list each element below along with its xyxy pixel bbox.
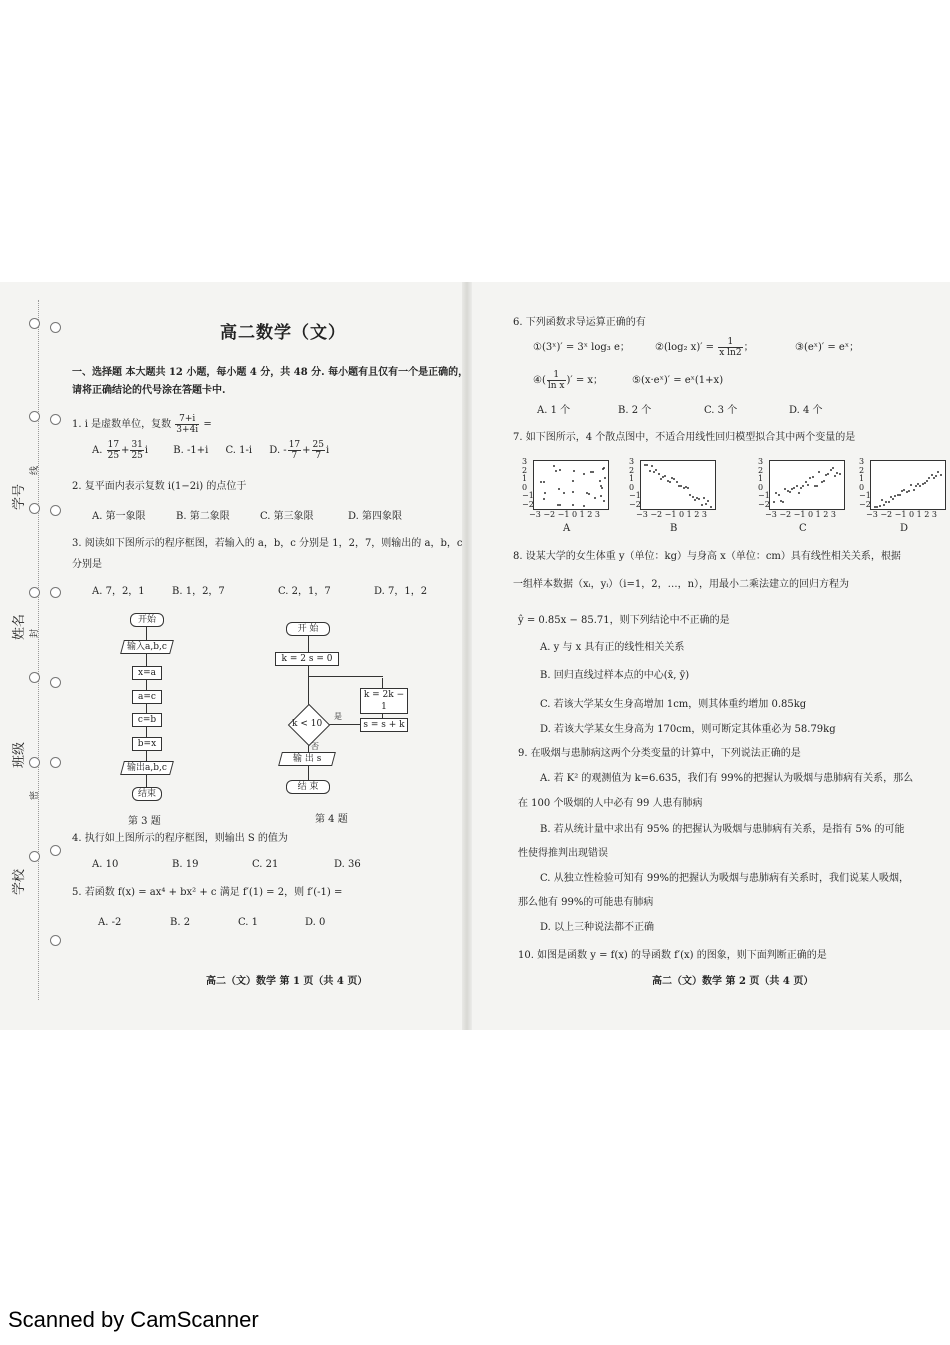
scatter-point <box>692 496 694 498</box>
scatter-point <box>812 476 814 478</box>
scatter-point <box>926 480 928 482</box>
scatter-point <box>602 468 604 470</box>
scatter-point <box>789 491 791 493</box>
name-label: 姓名 <box>12 613 27 640</box>
scatter-point <box>809 477 811 479</box>
scatter-point <box>908 490 910 492</box>
scatter-point <box>830 469 832 471</box>
scatter-point <box>899 494 901 496</box>
student-id-label: 学号 <box>12 483 27 510</box>
flow4-start: 开 始 <box>286 622 330 636</box>
question-8-cont: 一组样本数据（xᵢ，yᵢ）（i=1，2，…，n），用最小二乘法建立的回归方程为 <box>513 579 850 590</box>
scatter-point <box>796 485 798 487</box>
scatter-point <box>572 504 574 506</box>
scatter-point <box>664 475 666 477</box>
scatter-point <box>543 498 545 500</box>
scatter-point <box>651 465 653 467</box>
scatter-point <box>604 477 606 479</box>
q1-d-den2: 7 <box>315 451 322 461</box>
binding-hole <box>29 587 40 598</box>
scatter-point <box>798 492 800 494</box>
scatter-point <box>919 485 921 487</box>
scatter-point <box>940 474 942 476</box>
q9-option-a-line1: A. 若 K² 的观测值为 k=6.635，我们有 99%的把握认为吸烟与患肺病有关系，那么 <box>540 773 914 784</box>
q8-equation: ŷ = 0.85x − 85.71，则下列结论中不正确的是 <box>518 615 730 626</box>
scatter-point <box>680 485 682 487</box>
question-6: 6. 下列函数求导运算正确的有 <box>513 317 646 328</box>
question-10: 10. 如图是函数 y = f(x) 的导函数 f′(x) 的图象，则下面判断正确的是 <box>518 950 827 961</box>
q1-stem: 1. i 是虚数单位，复数 <box>72 419 172 430</box>
secret-mark: 密 <box>30 790 40 800</box>
scatter-point <box>601 487 603 489</box>
scatter-point <box>599 480 601 482</box>
binding-hole <box>29 757 40 768</box>
scatter-point <box>928 477 930 479</box>
binding-hole <box>50 845 61 856</box>
scatter-point <box>572 480 574 482</box>
scatter-point <box>701 504 703 506</box>
scatter-point <box>563 492 565 494</box>
q9-option-b-line2: 性使得推判出现错误 <box>518 848 608 859</box>
q9-option-c-line2: 那么他有 99%的可能患有肺病 <box>518 897 654 908</box>
binding-hole <box>50 757 61 768</box>
q6-item-3: ③(eˣ)′ = eˣ； <box>795 342 860 353</box>
page-title: 高二数学（文） <box>220 323 346 343</box>
flow3-step-4: b=x <box>132 737 162 751</box>
scatter-point <box>603 500 605 502</box>
binding-hole <box>50 414 61 425</box>
flow4-loop-back <box>308 676 383 677</box>
q1-option-c: C. 1-i <box>225 445 253 456</box>
q6-item-4 <box>533 370 603 391</box>
scatter-plot-c <box>769 460 845 510</box>
q1-a-num1: 17 <box>107 440 120 450</box>
scatter-plot-d <box>870 460 946 510</box>
q3-option-c: C. 2，1，7 <box>278 586 331 597</box>
scatter-point <box>832 467 834 469</box>
scatter-point <box>818 471 820 473</box>
scatter-point <box>600 495 602 497</box>
scatter-point <box>646 464 648 466</box>
scatter-x-ticks: −3 −2 −1 0 1 2 3 <box>636 510 707 519</box>
question-3: 3. 阅读如下图所示的程序框图，若输入的 a，b，c 分别是 1，2，7，则输出的 a，b，c <box>72 538 463 549</box>
q1-numerator: 7+i <box>175 414 199 425</box>
q2-option-a: A. 第一象限 <box>92 511 146 522</box>
scatter-point <box>687 487 689 489</box>
q2-option-b: B. 第二象限 <box>176 511 230 522</box>
q1-a-plus: + <box>121 445 130 456</box>
q5-option-a: A. -2 <box>98 917 122 928</box>
scatter-point <box>594 497 596 499</box>
binding-line <box>38 300 39 1000</box>
question-1 <box>72 414 212 435</box>
q6-option-a: A. 1 个 <box>537 405 571 416</box>
flow3-input <box>120 640 174 654</box>
flow4-condition: k < 10 <box>292 719 323 729</box>
scatter-point <box>827 473 829 475</box>
flow4-init: k = 2 s = 0 <box>275 652 339 666</box>
q1-a-den1: 25 <box>107 451 120 461</box>
scatter-point <box>660 478 662 480</box>
binding-hole <box>29 503 40 514</box>
q4-option-c: C. 21 <box>252 859 279 870</box>
scatter-point <box>653 471 655 473</box>
scatter-point <box>710 506 712 508</box>
scatter-x-ticks: −3 −2 −1 0 1 2 3 <box>765 510 836 519</box>
flow4-no-label: 否 <box>311 742 319 751</box>
scatter-point <box>913 489 915 491</box>
q2-option-d: D. 第四象限 <box>348 511 403 522</box>
flow3-output <box>120 761 174 775</box>
scatter-point <box>888 501 890 503</box>
flow4-sum: s = s + k <box>360 718 408 732</box>
q6-item-4-open: ④( <box>533 375 546 386</box>
scatter-point <box>592 471 594 473</box>
flow3-input-text: 输入a,b,c <box>127 642 167 652</box>
scatter-point <box>793 487 795 489</box>
q1-option-b: B. -1+i <box>173 445 209 456</box>
scatter-y-ticks: 3 2 1 0 −1 −2 <box>629 457 641 509</box>
scatter-point <box>823 480 825 482</box>
binding-hole <box>29 851 40 862</box>
q1-a-num2: 31 <box>131 440 143 450</box>
flow4-output <box>278 752 336 766</box>
scatter-point <box>834 475 836 477</box>
scatter-x-ticks: −3 −2 −1 0 1 2 3 <box>866 510 937 519</box>
section-instruction: 请将正确结论的代号涂在答题卡中. <box>72 385 226 396</box>
scatter-point <box>773 501 775 503</box>
q6-option-d: D. 4 个 <box>789 405 823 416</box>
q6-item-2-lhs: ②(log₂ x)′ = <box>655 342 715 353</box>
scatter-point <box>807 484 809 486</box>
q6-item-4-den: ln x <box>547 381 565 391</box>
scatter-point <box>557 504 559 506</box>
q6-option-b: B. 2 个 <box>618 405 652 416</box>
binding-hole <box>29 318 40 329</box>
q8-option-c: C. 若该大学某女生身高增加 1cm，则其体重约增加 0.85kg <box>540 699 807 710</box>
scatter-point <box>778 494 780 496</box>
q1-d-num2: 25 <box>312 440 324 450</box>
q9-option-c-line1: C. 从独立性检验可知有 99%的把握认为吸烟与患肺病有关系时，我们说某人吸烟， <box>540 873 910 884</box>
footer-page-2: 高二（文）数学 第 2 页（共 4 页） <box>652 976 814 987</box>
scatter-point <box>655 469 657 471</box>
q6-item-4-num: 1 <box>547 370 566 381</box>
scatter-point <box>555 470 557 472</box>
question-9: 9. 在吸烟与患肺病这两个分类变量的计算中，下列说法正确的是 <box>518 748 801 759</box>
binding-hole <box>50 505 61 516</box>
q1-option-a: A. <box>92 445 103 456</box>
class-label: 班级 <box>12 741 27 768</box>
q6-option-c: C. 3 个 <box>704 405 738 416</box>
q1-options <box>92 440 329 461</box>
scatter-label: A <box>563 523 571 534</box>
flow3-start: 开始 <box>130 613 164 627</box>
scatter-point <box>703 497 705 499</box>
q1-d-den1: 7 <box>291 451 298 461</box>
section-heading: 一、选择题 本大题共 12 小题，每小题 4 分，共 48 分. 每小题有且仅有一个是正确的， <box>72 367 469 378</box>
scatter-point <box>573 470 575 472</box>
flow4-caption: 第 4 题 <box>315 814 348 825</box>
q6-item-2-num: 1 <box>718 337 742 348</box>
q5-option-b: B. 2 <box>170 917 191 928</box>
q6-item-2-end: ； <box>743 342 754 353</box>
scatter-point <box>935 475 937 477</box>
q6-item-4-close: )′ = x； <box>566 375 604 386</box>
scatter-point <box>588 493 590 495</box>
scatter-point <box>937 471 939 473</box>
flow3-step-2: a=c <box>132 690 162 704</box>
scatter-point <box>543 481 545 483</box>
scatter-point <box>540 481 542 483</box>
scatter-point <box>881 499 883 501</box>
scatter-point <box>559 504 561 506</box>
scatter-point <box>583 505 585 507</box>
scatter-point <box>802 485 804 487</box>
scatter-point <box>800 487 802 489</box>
binding-hole <box>29 672 40 683</box>
q1-d-num1: 17 <box>288 440 301 450</box>
q1-a-den2: 25 <box>131 451 143 461</box>
q9-option-d: D. 以上三种说法都不正确 <box>540 922 655 933</box>
q2-option-c: C. 第三象限 <box>260 511 314 522</box>
scatter-point <box>883 504 885 506</box>
q9-option-b-line1: B. 若从统计量中求出有 95% 的把握认为吸烟与患肺病有关系，是指有 5% 的可能 <box>540 824 905 835</box>
scatter-point <box>782 501 784 503</box>
scatter-point <box>583 473 585 475</box>
q6-item-1: ①(3ˣ)′ = 3ˣ log₃ e； <box>533 342 630 353</box>
question-3-cont: 分别是 <box>72 559 102 570</box>
q5-option-c: C. 1 <box>238 917 259 928</box>
scatter-point <box>649 470 651 472</box>
scatter-point <box>876 506 878 508</box>
q5-option-d: D. 0 <box>305 917 326 928</box>
scatter-point <box>894 495 896 497</box>
question-2: 2. 复平面内表示复数 i(1−2i) 的点位于 <box>72 481 247 492</box>
scatter-point <box>910 484 912 486</box>
flow3-step-1: x=a <box>132 666 162 680</box>
scatter-point <box>707 500 709 502</box>
q3-option-b: B. 1，2，7 <box>172 586 225 597</box>
q1-option-d: D. - <box>269 445 287 456</box>
scatter-label: B <box>670 523 678 534</box>
q1-d-plus: + <box>302 445 311 456</box>
footer-page-1: 高二（文）数学 第 1 页（共 4 页） <box>206 976 368 987</box>
q6-item-2 <box>655 337 754 358</box>
school-label: 学校 <box>12 868 27 895</box>
flow4-end: 结 束 <box>286 780 330 794</box>
flow3-end: 结束 <box>132 787 162 801</box>
binding-hole <box>50 935 61 946</box>
binding-hole <box>50 322 61 333</box>
scatter-plot-b <box>640 460 716 510</box>
q1-denominator: 3+4i <box>176 425 199 435</box>
flow3-output-text: 输出a,b,c <box>127 763 167 773</box>
scatter-point <box>669 481 671 483</box>
scatter-y-ticks: 3 2 1 0 −1 −2 <box>522 457 534 509</box>
q8-option-d: D. 若该大学某女生身高为 170cm，则可断定其体重必为 58.79kg <box>540 724 836 735</box>
scatter-point <box>775 492 777 494</box>
scatter-point <box>676 481 678 483</box>
q8-option-b: B. 回归直线过样本点的中心(x̄, ȳ) <box>540 670 690 681</box>
scatter-point <box>805 481 807 483</box>
binding-hole <box>50 587 61 598</box>
flow4-yes-label: 是 <box>334 712 342 721</box>
scatter-point <box>839 473 841 475</box>
scatter-point <box>559 469 561 471</box>
scatter-point <box>673 478 675 480</box>
q6-item-5: ⑤(x·eˣ)′ = eˣ(1+x) <box>632 375 724 386</box>
binding-hole <box>29 411 40 422</box>
scatter-x-ticks: −3 −2 −1 0 1 2 3 <box>529 510 600 519</box>
question-5: 5. 若函数 f(x) = ax⁴ + bx² + c 满足 f′(1) = 2，则 f′(-1) = <box>72 887 343 898</box>
scatter-point <box>694 499 696 501</box>
question-4: 4. 执行如上图所示的程序框图，则输出 S 的值为 <box>72 833 288 844</box>
q8-option-a: A. y 与 x 具有正的线性相关关系 <box>540 642 685 653</box>
q1-d-i: i <box>325 445 330 456</box>
q3-option-d: D. 7，1，2 <box>374 586 428 597</box>
line-mark: 线 <box>30 465 40 475</box>
scatter-point <box>544 492 546 494</box>
scatter-point <box>698 498 700 500</box>
flow4-update: k = 2k − 1 <box>360 688 408 714</box>
scatter-point <box>879 505 881 507</box>
scatter-y-ticks: 3 2 1 0 −1 −2 <box>859 457 871 509</box>
scatter-point <box>658 473 660 475</box>
q3-option-a: A. 7，2，1 <box>92 586 145 597</box>
q9-option-a-line2: 在 100 个吸烟的人中必有 99 人患有肺病 <box>518 798 703 809</box>
scatter-point <box>705 503 707 505</box>
scatter-label: D <box>900 523 909 534</box>
scatter-point <box>558 488 560 490</box>
q4-option-d: D. 36 <box>334 859 361 870</box>
flow4-output-text: 输 出 s <box>292 754 322 764</box>
scatter-plot-a <box>533 460 609 510</box>
scatter-point <box>572 491 574 493</box>
q6-item-2-den: x ln2 <box>719 348 742 358</box>
scanner-watermark: Scanned by CamScanner <box>8 1307 259 1332</box>
flow3-caption: 第 3 题 <box>128 816 161 827</box>
scatter-point <box>903 489 905 491</box>
scatter-point <box>931 474 933 476</box>
flow3-step-3: c=b <box>132 713 162 727</box>
scatter-point <box>553 465 555 467</box>
scatter-point <box>915 485 917 487</box>
q1-a-i: i <box>144 445 149 456</box>
question-7: 7. 如下图所示，4 个散点图中，不适合用线性回归模型拟合其中两个变量的是 <box>513 432 856 443</box>
scatter-y-ticks: 3 2 1 0 −1 −2 <box>758 457 770 509</box>
scatter-label: C <box>799 523 807 534</box>
q4-option-a: A. 10 <box>92 859 119 870</box>
question-8: 8. 设某大学的女生体重 y（单位：kg）与身高 x（单位：cm）具有线性相关关系，根据 <box>513 551 901 562</box>
q4-option-b: B. 19 <box>172 859 199 870</box>
seal-mark: 封 <box>30 628 40 638</box>
scatter-point <box>816 485 818 487</box>
binding-hole <box>50 677 61 688</box>
q1-equals: = <box>203 419 212 430</box>
scatter-point <box>933 477 935 479</box>
page-fold <box>462 282 472 1030</box>
scatter-point <box>892 498 894 500</box>
